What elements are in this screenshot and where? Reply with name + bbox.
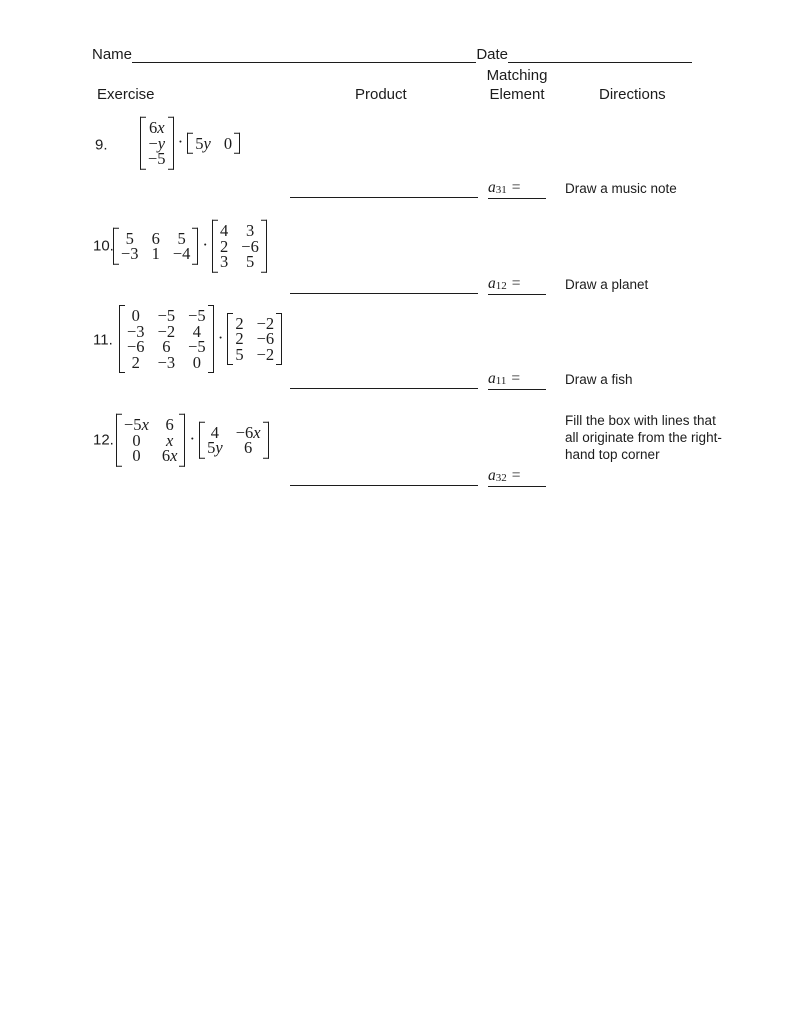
multiplication-dot: · [189, 429, 196, 448]
matrix-cell: 4 [210, 422, 220, 442]
matrix-cell: 1 [151, 244, 160, 263]
equals-sign: = [511, 179, 521, 196]
directions-text: Draw a music note [565, 181, 677, 196]
matrix-cell: −4 [172, 244, 191, 263]
date-label: Date [476, 46, 508, 63]
multiplication-dot: · [217, 328, 224, 347]
matrix-cell: 0 [192, 352, 202, 372]
matrix-entry-subscript: 11 [495, 375, 507, 387]
matrix-entry-subscript: 12 [495, 280, 507, 292]
exercise-expression [113, 220, 267, 273]
matrix-cell: 0 [131, 306, 140, 325]
matrix-cell: 2 [235, 313, 244, 333]
directions-text: Fill the box with lines that all originate from the right-hand top corner [565, 413, 722, 462]
matrix [116, 414, 185, 467]
matrix [119, 305, 214, 373]
matrix-cell: −5 [148, 148, 166, 168]
matrix-cell: −3 [121, 244, 139, 263]
matrix-cell: 5 [177, 228, 186, 248]
matrix [140, 117, 174, 170]
exercise-number: 11. [93, 331, 113, 349]
matching-element-field [488, 177, 546, 199]
matrix-cell: −5 [188, 306, 206, 325]
matrix-cell: −5x [124, 414, 149, 434]
exercise-number: 10. [93, 237, 114, 255]
matrix-cell: −3 [157, 352, 176, 372]
matrix-cell: 4 [192, 321, 202, 341]
matrix-cell: 6x [161, 445, 178, 465]
matrix-cell: 6 [244, 438, 253, 457]
matrix-entry-subscript: 31 [495, 184, 507, 196]
matrix-cell: 6x [148, 117, 165, 137]
column-header-directions: Directions [599, 86, 666, 103]
exercise-expression [140, 117, 240, 170]
exercise-expression [116, 414, 269, 467]
equals-sign: = [511, 467, 521, 484]
name-date-row [92, 46, 692, 63]
matrix-entry-variable: a [488, 275, 496, 292]
matrix-cell: 2 [235, 329, 244, 349]
multiplication-dot: · [202, 235, 209, 254]
matrix-cell: 3 [220, 251, 229, 271]
multiplication-dot: · [177, 132, 184, 151]
matrix-cell: −6x [235, 422, 261, 442]
matrix-cell: 5y [195, 133, 211, 153]
matrix-cell: 0 [223, 133, 233, 153]
matrix-cell: −6 [241, 236, 259, 256]
matrix-cell: 6 [151, 228, 160, 248]
matrix-entry-variable: a [488, 179, 496, 196]
name-label: Name [92, 46, 133, 63]
exercise-number: 12. [93, 431, 114, 449]
product-answer-blank [290, 388, 478, 389]
matrix-cell: −5 [157, 306, 176, 325]
matrix-entry-variable: a [488, 467, 496, 484]
matrix-cell: 5 [235, 344, 244, 364]
equals-sign: = [511, 275, 521, 292]
matrix [113, 228, 198, 265]
product-answer-blank [290, 293, 478, 294]
matrix-cell: −5 [188, 337, 206, 356]
product-answer-blank [290, 485, 478, 486]
matrix [227, 313, 282, 366]
column-header-product: Product [355, 86, 407, 103]
directions-text: Draw a planet [565, 277, 649, 292]
matrix [199, 422, 268, 459]
exercise-expression [119, 305, 282, 373]
matrix-cell: 2 [220, 236, 229, 256]
matching-element-field [488, 368, 546, 390]
matrix-cell: −3 [127, 321, 145, 341]
exercise-number: 9. [95, 136, 108, 154]
matrix-cell: −2 [256, 313, 275, 333]
matching-element-field [488, 273, 546, 295]
matrix-entry-variable: a [488, 370, 496, 387]
matrix-cell: 0 [132, 430, 141, 450]
matrix-cell: −6 [256, 329, 275, 349]
matrix-cell: 0 [132, 445, 141, 465]
matrix-cell: 6 [165, 414, 174, 434]
matrix-cell: −6 [127, 337, 145, 356]
directions-text: Draw a fish [565, 372, 633, 387]
matrix [212, 220, 267, 273]
matrix-cell: 3 [245, 220, 255, 240]
matrix-entry-subscript: 32 [495, 472, 507, 484]
matrix-cell: −y [148, 133, 166, 153]
product-answer-blank [290, 197, 478, 198]
matching-line2: Element [489, 85, 545, 103]
matrix-cell: 5y [207, 438, 223, 457]
matrix-cell: 4 [220, 220, 229, 240]
matching-line1: Matching [486, 67, 548, 84]
matrix-cell: 6 [162, 337, 171, 356]
matrix-cell: −2 [256, 344, 275, 364]
name-blank-line [132, 45, 476, 63]
matching-element-field [488, 465, 546, 487]
date-blank-line [508, 45, 692, 63]
matrix-cell: 2 [131, 352, 140, 372]
column-header-matching-element [470, 67, 564, 104]
matrix [187, 132, 240, 154]
equals-sign: = [511, 370, 521, 387]
matrix-cell: x [166, 430, 174, 450]
matrix-cell: −2 [157, 321, 176, 341]
column-header-exercise: Exercise [97, 86, 155, 103]
matrix-cell: 5 [245, 251, 255, 271]
matrix-cell: 5 [125, 228, 134, 248]
